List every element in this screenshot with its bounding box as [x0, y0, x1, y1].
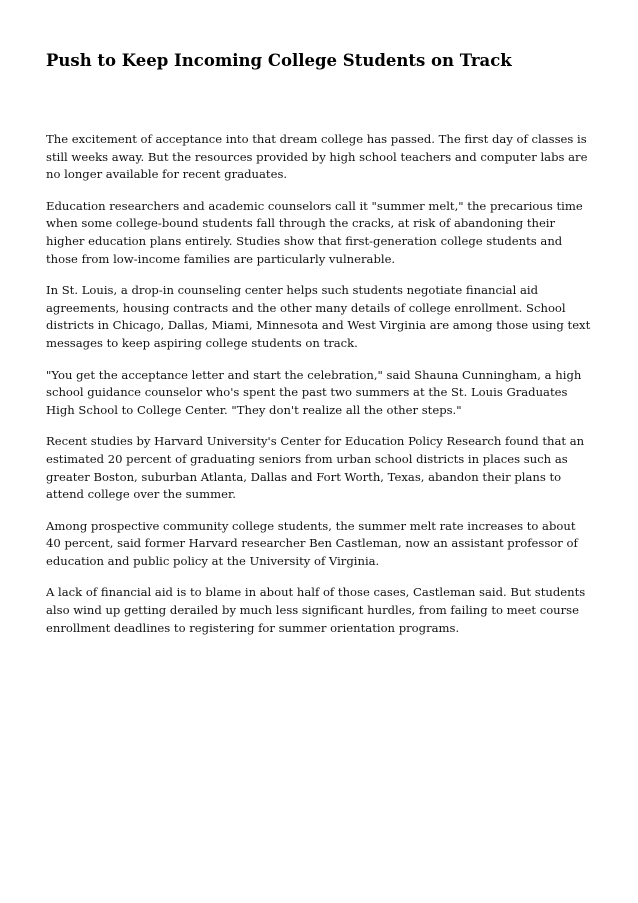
article-body — [46, 131, 592, 651]
article-paragraph-3: In St. Louis, a drop-in counseling center helps such students negotiate financial aid agreements, housing contracts and the other many details of college enrollment. School districts in Chicago, Dallas, Miami, Minnesota and West Virginia are among those using text messages to keep aspiring college students on track. — [46, 283, 591, 350]
article-paragraph-6: Among prospective community college students, the summer melt rate increases to about 40 percent, said former Harvard researcher Ben Castleman, now an assistant professor of education and public policy at the University of Virginia. — [46, 518, 578, 568]
article-title: Push to Keep Incoming College Students on Track — [46, 51, 512, 70]
article-paragraph-7: A lack of financial aid is to blame in about half of those cases, Castleman said. But students also wind up getting derailed by much less significant hurdles, from failing to meet course enrollment deadlines to registering for summer orientation programs. — [46, 585, 586, 635]
article-paragraph-2: Education researchers and academic counselors call it "summer melt," the precarious time when some college-bound students fall through the cracks, at risk of abandoning their higher education plans entirely. Studies show that first-generation college students and those from low-income families are particularly vulnerable. — [46, 198, 583, 266]
article-paragraph-5: Recent studies by Harvard University's Center for Education Policy Research found that an estimated 20 percent of graduating seniors from urban school districts in places such as greater Boston, suburban Atlanta, Dallas and Fort Worth, Texas, abandon their plans to attend college over the summer. — [46, 434, 585, 502]
article-paragraph-4: "You get the acceptance letter and start the celebration," said Shauna Cunningham, a high school guidance counselor who's spent the past two summers at the St. Louis Graduates High School to College Center. "They don't realize all the other steps." — [46, 367, 582, 417]
article-paragraph-1: The excitement of acceptance into that dream college has passed. The first day of classes is still weeks away. But the resources provided by high school teachers and computer labs are no longer available for recent graduates. — [46, 132, 588, 182]
